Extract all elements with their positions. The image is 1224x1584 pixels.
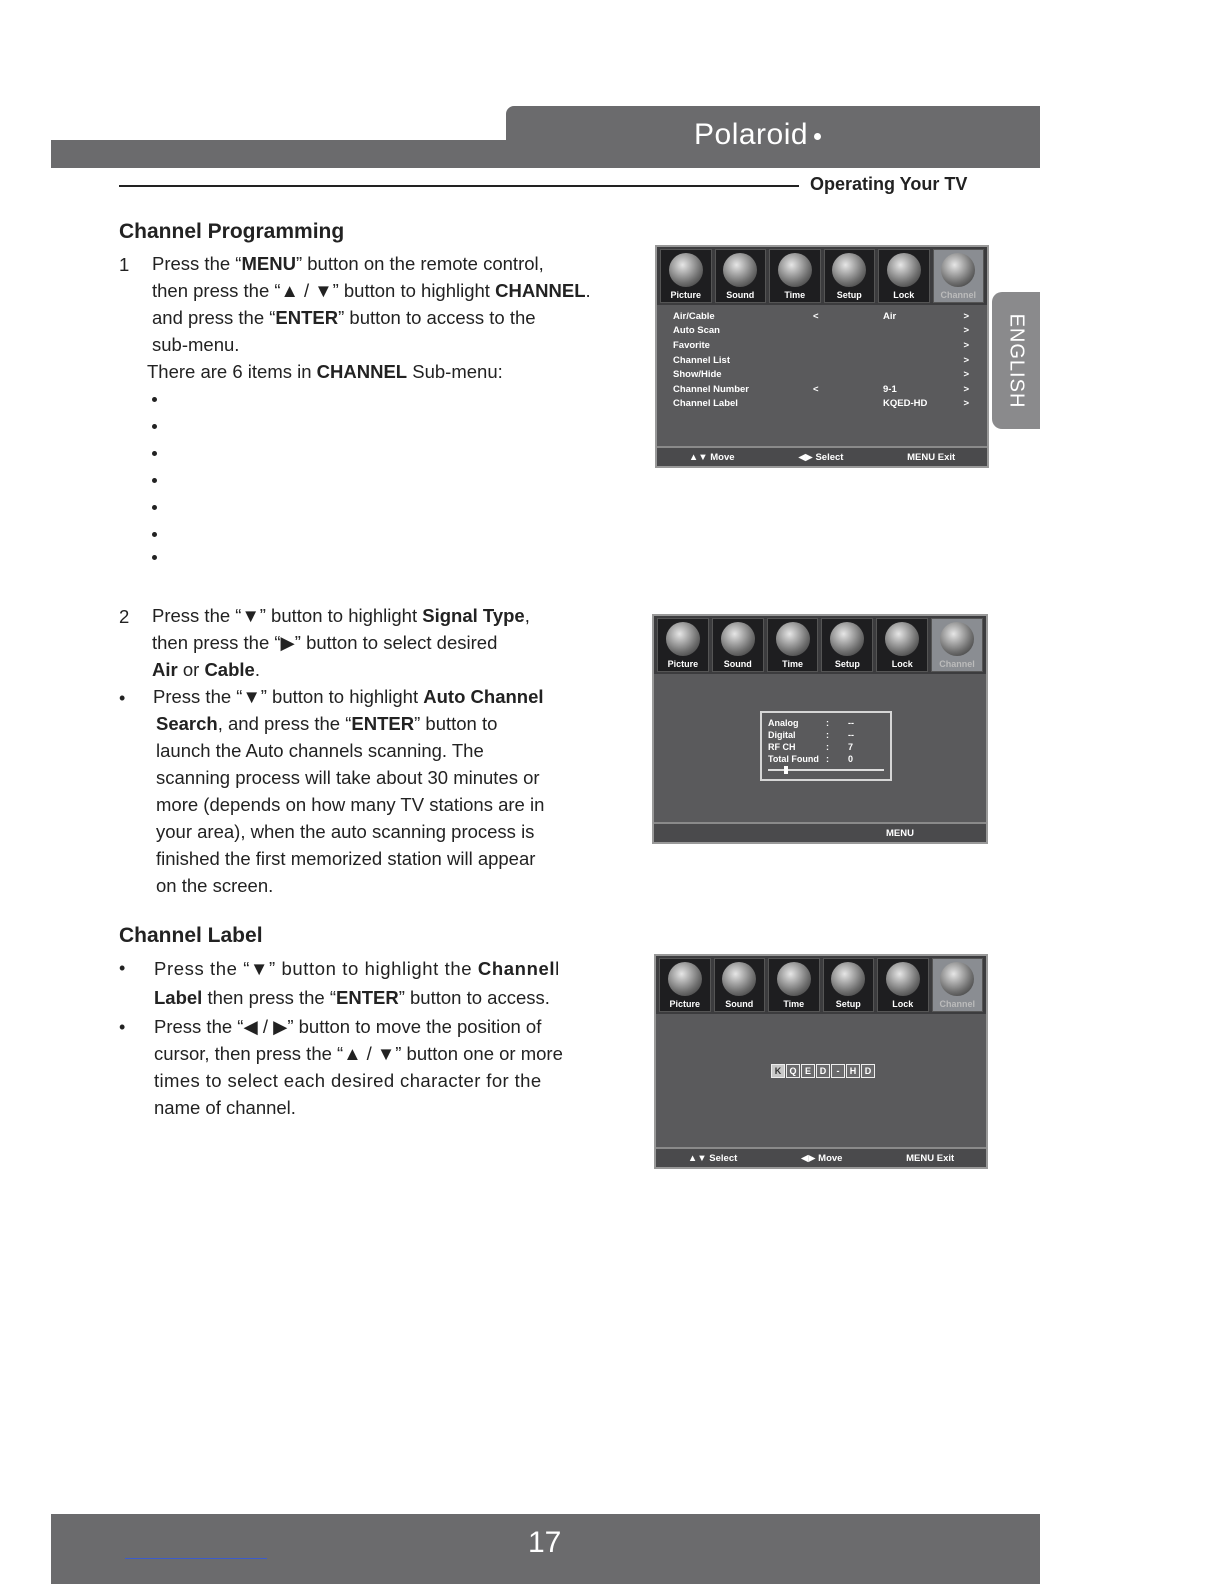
channel-label-line5: times to select each desired character for the: [154, 1070, 542, 1091]
step1-line4: sub-menu.: [152, 334, 240, 355]
menu-row: Show/Hide >: [673, 369, 969, 381]
step1-line2: then press the “▲ / ▼” button to highlight CHANNEL.: [152, 280, 591, 301]
heading-channel-programming: Channel Programming: [119, 220, 345, 243]
tv-icon-row: [656, 956, 986, 1014]
auto-scan-line5: more (depends on how many TV stations are in: [156, 794, 545, 815]
tv-footer-bar: MENU: [654, 822, 986, 842]
empty-bullet: [152, 555, 157, 560]
bullet: •: [119, 1017, 126, 1037]
sound-icon: Sound: [715, 249, 767, 303]
picture-icon: Picture: [659, 958, 711, 1012]
char-box: -: [831, 1064, 845, 1078]
step2-line2: then press the “▶” button to select desired: [152, 632, 498, 653]
scan-row: Total Found : 0: [768, 754, 854, 764]
picture-icon: Picture: [657, 618, 709, 672]
brand-logo: [694, 118, 821, 152]
scan-progress-bar: [768, 769, 884, 771]
sound-icon: Sound: [712, 618, 764, 672]
channel-label-editor: [771, 1064, 875, 1078]
tv-footer-bar: ▲▼ Move ◀▶ Select MENU Exit: [657, 446, 987, 466]
auto-scan-text: [153, 683, 613, 899]
tv-icon-row: [654, 616, 986, 674]
char-box: D: [861, 1064, 875, 1078]
header-rule: [119, 185, 799, 187]
menu-row: Air/Cable < Air >: [673, 310, 969, 322]
char-box: H: [846, 1064, 860, 1078]
channel-menu-list: [673, 309, 969, 411]
channel-label-line2: Label then press the “ENTER” button to access.: [154, 987, 550, 1008]
scan-status-box: [760, 711, 892, 781]
step2-line3: Air or Cable.: [152, 659, 260, 680]
lock-icon: Lock: [878, 249, 930, 303]
lock-icon: Lock: [877, 958, 929, 1012]
step1-line1: Press the “MENU” button on the remote control,: [152, 253, 544, 274]
step1-line3: and press the “ENTER” button to access to the: [152, 307, 536, 328]
empty-bullet: [152, 451, 157, 456]
char-box: D: [816, 1064, 830, 1078]
step-number-1: 1: [119, 254, 130, 275]
auto-scan-line1: Press the “▼” button to highlight Auto Channel: [153, 686, 544, 707]
scan-row: Digital : --: [768, 730, 854, 740]
footer-link-underline[interactable]: [125, 1558, 267, 1559]
tv-channel-label-screenshot: [654, 954, 988, 1169]
setup-icon: Setup: [823, 958, 875, 1012]
auto-scan-line8: on the screen.: [156, 875, 274, 896]
auto-scan-line7: finished the first memorized station will appear: [156, 848, 536, 869]
step2-text: [152, 602, 612, 683]
empty-bullet: [152, 424, 157, 429]
menu-row: Channel Number < 9-1 >: [673, 383, 969, 395]
step1-text: [152, 250, 622, 358]
scan-row: Analog : --: [768, 718, 854, 728]
tv-auto-scan-screenshot: [652, 614, 988, 844]
sound-icon: Sound: [714, 958, 766, 1012]
setup-icon: Setup: [824, 249, 876, 303]
auto-scan-line2: Search, and press the “ENTER” button to: [156, 713, 498, 734]
heading-channel-label: Channel Label: [119, 924, 263, 947]
tv-footer-bar: ▲▼ Select ◀▶ Move MENU Exit: [656, 1147, 986, 1167]
time-icon: Time: [767, 618, 819, 672]
tv-channel-menu-screenshot: [655, 245, 989, 468]
scan-row: RF CH : 7: [768, 742, 854, 752]
char-box: Q: [786, 1064, 800, 1078]
channel-label-text-2: [154, 1013, 588, 1121]
time-icon: Time: [768, 958, 820, 1012]
empty-bullet: [152, 505, 157, 510]
brand-dot-icon: [814, 133, 821, 140]
section-title: Operating Your TV: [810, 174, 968, 194]
picture-icon: Picture: [660, 249, 712, 303]
empty-bullet: [152, 397, 157, 402]
channel-label-line3: Press the “◀ / ▶” button to move the position of: [154, 1016, 542, 1037]
char-box: E: [801, 1064, 815, 1078]
page-number: 17: [528, 1526, 562, 1559]
channel-icon: Channel: [933, 249, 985, 303]
channel-label-line6: name of channel.: [154, 1097, 296, 1118]
char-box: K: [771, 1064, 785, 1078]
step-number-2: 2: [119, 606, 130, 627]
lock-icon: Lock: [876, 618, 928, 672]
submenu-intro: There are 6 items in CHANNEL Sub-menu:: [147, 361, 503, 382]
channel-icon: Channel: [932, 958, 984, 1012]
menu-row: Favorite >: [673, 339, 969, 351]
channel-label-line1: Press the “▼” button to highlight the Channell: [154, 958, 560, 979]
brand-name: Polaroid: [694, 118, 809, 151]
auto-scan-line3: launch the Auto channels scanning. The: [156, 740, 484, 761]
language-tab: [992, 292, 1040, 429]
setup-icon: Setup: [821, 618, 873, 672]
menu-row: Auto Scan >: [673, 325, 969, 337]
step2-line1: Press the “▼” button to highlight Signal Type,: [152, 605, 530, 626]
menu-row: Channel List >: [673, 354, 969, 366]
channel-label-text-1: [154, 954, 588, 1012]
bullet: •: [119, 688, 126, 708]
channel-label-line4: cursor, then press the “▲ / ▼” button one or more: [154, 1043, 563, 1064]
auto-scan-line4: scanning process will take about 30 minutes or: [156, 767, 540, 788]
menu-row: Channel Label KQED-HD >: [673, 398, 969, 410]
empty-bullet: [152, 478, 157, 483]
language-tab-label: ENGLISH: [1005, 313, 1028, 408]
auto-scan-line6: your area), when the auto scanning process is: [156, 821, 535, 842]
empty-bullet: [152, 532, 157, 537]
time-icon: Time: [769, 249, 821, 303]
bullet: •: [119, 958, 126, 978]
tv-icon-row: [657, 247, 987, 305]
channel-icon: Channel: [931, 618, 983, 672]
